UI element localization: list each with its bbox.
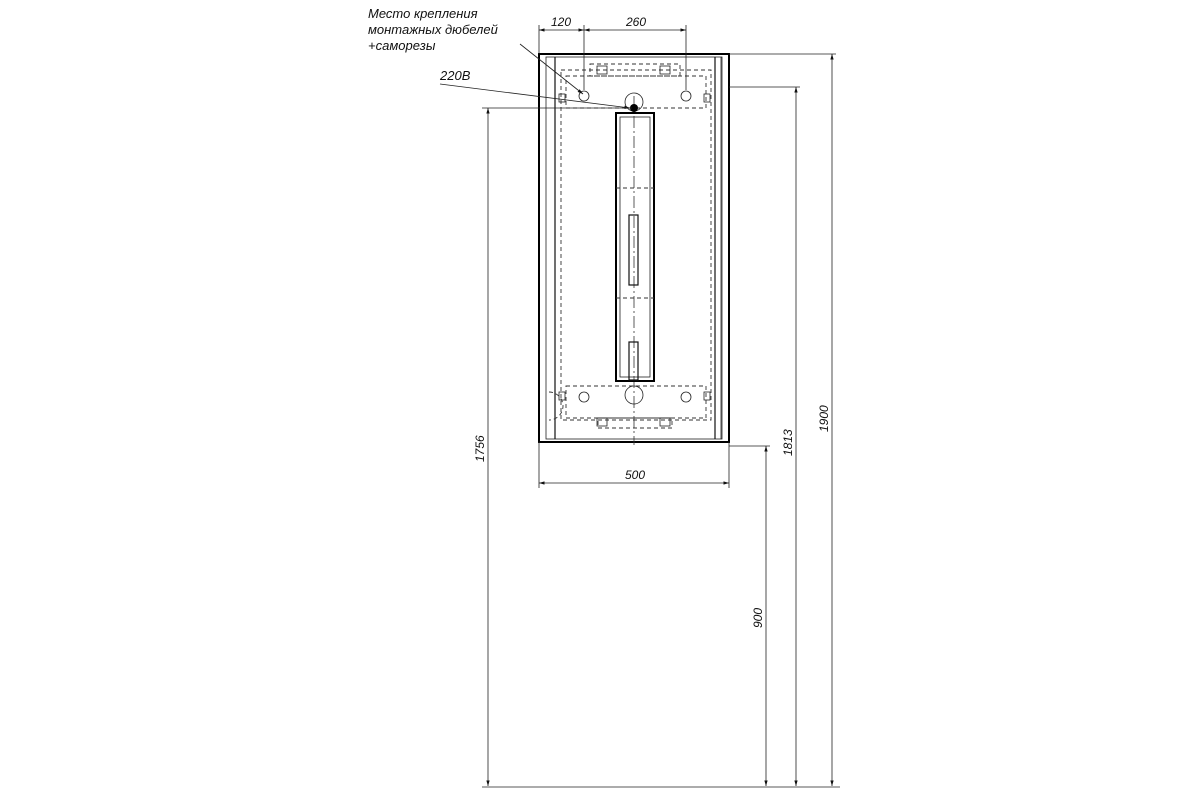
mount-height-dimension [482,108,632,786]
dim-top-spacing: 260 [626,15,647,29]
dim-cabinet-bottom-height: 1813 [781,429,795,456]
mount-note-line-3: +саморезы [368,38,436,53]
power-label: 220В [440,68,471,83]
power-label-leader [440,84,630,108]
electrical-box [616,113,654,381]
mounting-holes [559,66,710,426]
dim-total-height: 1900 [817,405,831,432]
dim-mount-height: 1756 [473,435,487,462]
mount-note-line-2: монтажных дюбелей [368,22,498,37]
mount-note-leader [520,44,583,94]
mount-note-line-1: Место крепления [368,6,478,21]
dim-top-offset: 120 [551,15,572,29]
dim-socket-height: 900 [751,607,765,628]
dim-width: 500 [625,468,646,482]
